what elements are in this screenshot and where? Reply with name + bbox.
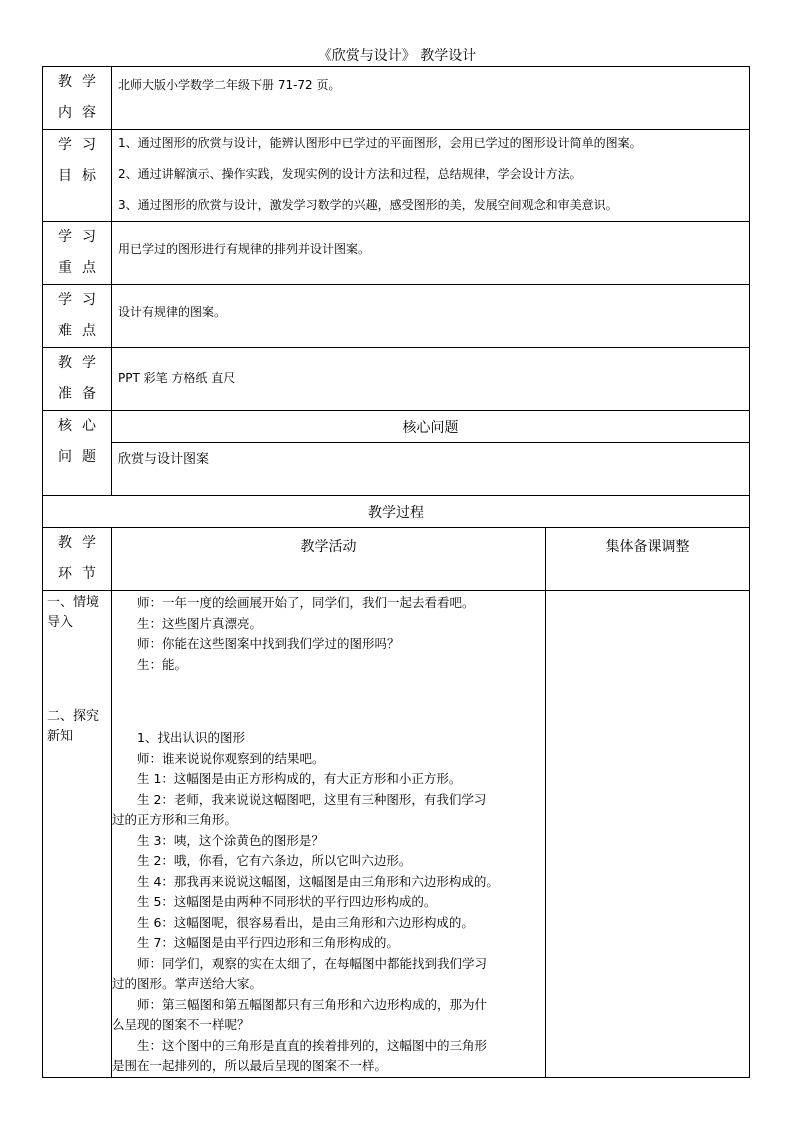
dialogue-line: 生 2：哦，你看，它有六条边，所以它叫六边形。 xyxy=(137,853,412,868)
label-key: 学习 重点 xyxy=(43,222,112,285)
stage-intro: 一、情境 导入 xyxy=(47,595,100,630)
col-stage-header: 教学 环节 xyxy=(43,528,112,591)
goal-item: 1、通过图形的欣赏与设计，能辨认图形中已学过的平面图形，会用已学过的图形设计简单的图案。 xyxy=(118,136,642,150)
dialogue-line: 生：能。 xyxy=(137,656,188,672)
row-core-header xyxy=(43,411,750,443)
goal-item: 2、通过讲解演示、操作实践，发现实例的设计方法和过程，总结规律，学会设计方法。 xyxy=(118,167,582,181)
core-text: 欣赏与设计图案 xyxy=(112,443,750,496)
adjust-column xyxy=(546,591,750,1078)
row-process-header xyxy=(43,496,750,528)
row-content xyxy=(43,67,750,130)
dialogue-line: 么呈现的图案不一样呢？ xyxy=(112,1017,250,1032)
dialogue-line: 生：这些图片真漂亮。 xyxy=(137,615,263,631)
difficulty-text: 设计有规律的图案。 xyxy=(112,285,750,348)
dialogue-line: 师：同学们，观察的实在太细了，在每幅图中都能找到我们学习 xyxy=(137,955,488,971)
dialogue-line: 师：谁来说说你观察到的结果吧。 xyxy=(137,750,325,766)
dialogue-line: 生 5：这幅图是由两种不同形状的平行四边形构成的。 xyxy=(137,894,437,909)
row-process-body xyxy=(43,591,750,1078)
label-core: 核心 问题 xyxy=(43,411,112,496)
label-content: 教学 内容 xyxy=(43,67,112,130)
label-goals: 学习 目标 xyxy=(43,130,112,222)
intro-dialogue xyxy=(112,593,545,675)
dialogue-line: 生 6：这幅图呢，很容易看出，是由三角形和六边形构成的。 xyxy=(137,914,474,930)
activity-column xyxy=(112,591,546,1078)
stage-explore: 二、探究 新知 xyxy=(47,709,100,744)
goals-list xyxy=(112,130,750,222)
dialogue-line: 生 7：这幅图是由平行四边形和三角形构成的。 xyxy=(137,935,399,950)
dialogue-line: 生 4：那我再来说说这幅图，这幅图是由三角形和六边形构成的。 xyxy=(137,873,499,889)
dialogue-line: 过的图形。掌声送给大家。 xyxy=(112,976,263,991)
row-prep xyxy=(43,348,750,411)
content-text: 北师大版小学数学二年级下册 71-72 页。 xyxy=(112,67,750,130)
dialogue-line: 师：你能在这些图案中找到我们学过的图形吗？ xyxy=(137,636,400,651)
dialogue-line: 过的正方形和三角形。 xyxy=(112,812,238,827)
row-difficulty xyxy=(43,285,750,348)
row-core-text xyxy=(43,443,750,496)
col-adjust-header: 集体备课调整 xyxy=(546,528,750,591)
row-process-columns xyxy=(43,528,750,591)
goal-item: 3、通过图形的欣赏与设计，激发学习数学的兴趣，感受图形的美，发展空间观念和审美意识。 xyxy=(118,198,618,212)
document-title: 《欣赏与设计》 教学设计 xyxy=(317,48,477,64)
dialogue-line: 是围在一起排列的，所以最后呈现的图案不一样。 xyxy=(112,1058,388,1073)
dialogue-line: 1、找出认识的图形 xyxy=(137,730,245,745)
process-header: 教学过程 xyxy=(43,496,750,528)
core-header: 核心问题 xyxy=(112,411,750,443)
row-key xyxy=(43,222,750,285)
dialogue-line: 师：一年一度的绘画展开始了，同学们，我们一起去看看吧。 xyxy=(137,595,475,610)
dialogue-line: 生 2：老师，我来说说这幅图吧，这里有三种图形，有我们学习 xyxy=(137,791,487,807)
dialogue-line: 生：这个图中的三角形是直直的挨着排列的，这幅图中的三角形 xyxy=(137,1037,488,1053)
stage-column xyxy=(43,591,112,1078)
lesson-plan-table xyxy=(42,66,750,1078)
col-activity-header: 教学活动 xyxy=(112,528,546,591)
label-difficulty: 学习 难点 xyxy=(43,285,112,348)
dialogue-line: 师：第三幅图和第五幅图都只有三角形和六边形构成的，那为什 xyxy=(137,996,488,1012)
dialogue-line: 生 1：这幅图是由正方形构成的，有大正方形和小正方形。 xyxy=(137,771,462,786)
label-prep: 教学 准备 xyxy=(43,348,112,411)
dialogue-line: 生 3：咦，这个涂黄色的图形是？ xyxy=(137,832,324,848)
key-text: 用已学过的图形进行有规律的排列并设计图案。 xyxy=(112,222,750,285)
explore-dialogue xyxy=(112,728,545,1077)
prep-text: PPT 彩笔 方格纸 直尺 xyxy=(112,348,750,411)
row-goals xyxy=(43,130,750,222)
